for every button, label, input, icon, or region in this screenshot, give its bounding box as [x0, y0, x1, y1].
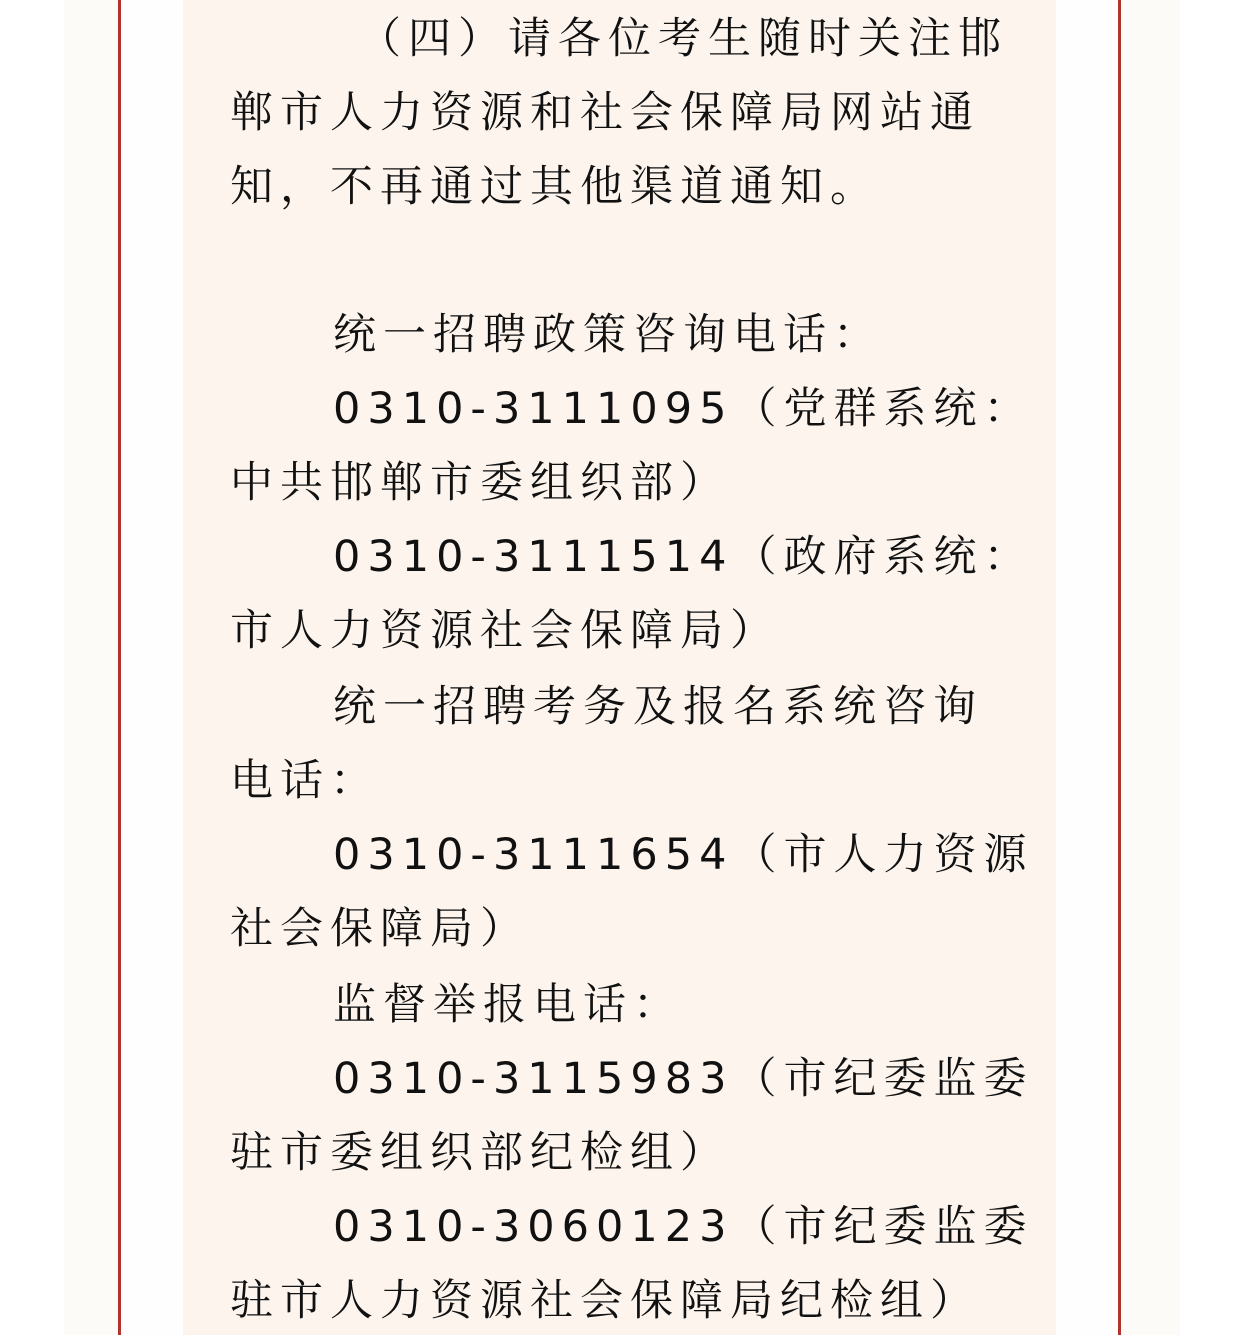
policy-heading: 统一招聘政策咨询电话： [333, 310, 883, 360]
exam-heading-cont: 电话： [230, 756, 380, 806]
policy-phone-2-org: 市人力资源社会保障局） [230, 606, 780, 656]
notice-line-2: 郸市人力资源和社会保障局网站通 [230, 88, 980, 138]
supervision-phone-2: 0310-3060123（市纪委监委 [333, 1202, 1034, 1252]
exam-phone-1-org: 社会保障局） [230, 904, 530, 954]
supervision-phone-1-org: 驻市委组织部纪检组） [230, 1128, 730, 1178]
policy-phone-1-org: 中共邯郸市委组织部） [230, 458, 730, 508]
frame-border-right [1118, 0, 1121, 1335]
frame-border-left [118, 0, 121, 1335]
notice-line-3: 知，不再通过其他渠道通知。 [230, 162, 880, 212]
exam-heading: 统一招聘考务及报名系统咨询 [333, 682, 983, 732]
policy-phone-2: 0310-3111514（政府系统： [333, 532, 1034, 582]
policy-phone-1: 0310-3111095（党群系统： [333, 384, 1034, 434]
supervision-phone-1: 0310-3115983（市纪委监委 [333, 1054, 1034, 1104]
notice-line-1: （四）请各位考生随时关注邯 [358, 14, 1008, 64]
supervision-heading: 监督举报电话： [333, 980, 683, 1030]
exam-phone-1: 0310-3111654（市人力资源 [333, 830, 1034, 880]
supervision-phone-2-org: 驻市人力资源社会保障局纪检组） [230, 1276, 980, 1326]
